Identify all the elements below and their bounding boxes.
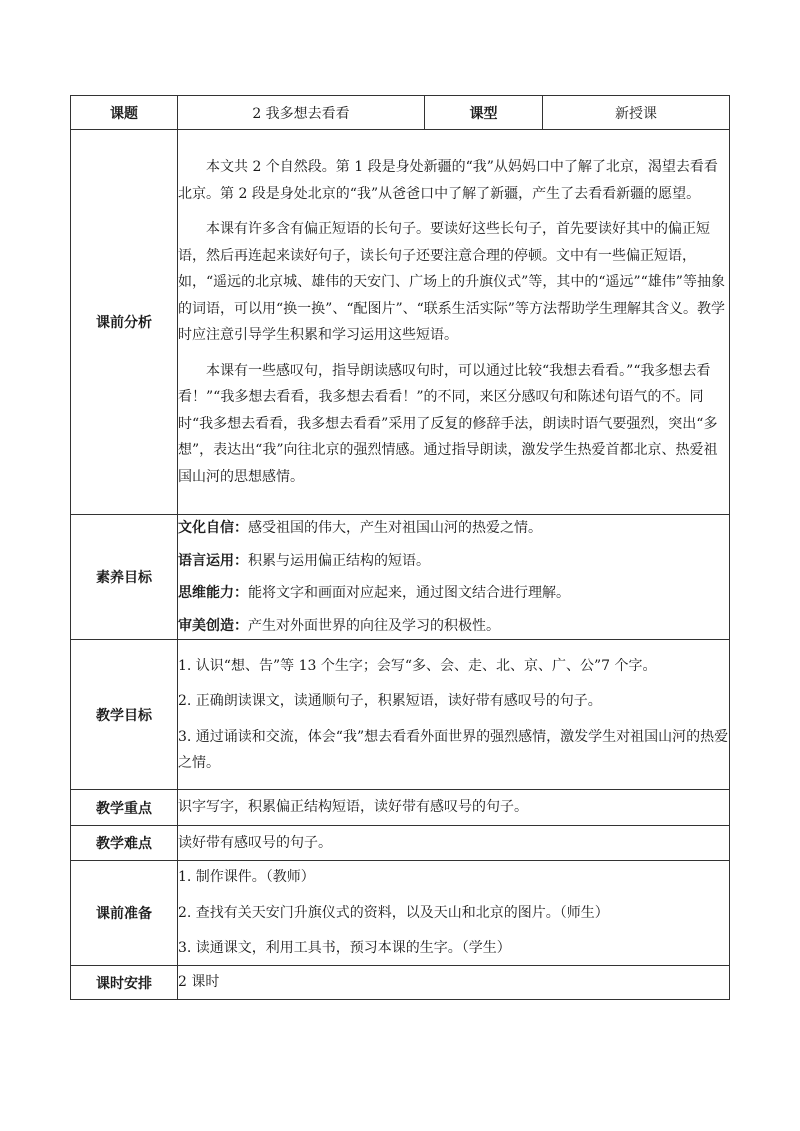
schedule-label: 课时安排 [71, 966, 178, 1000]
schedule-text: 2 课时 [178, 966, 730, 1000]
literacy-item-culture: 文化自信：感受祖国的伟大，产生对祖国山河的热爱之情。 [178, 520, 542, 536]
preparation-item-3: 3. 读通课文，利用工具书，预习本课的生字。（学生） [178, 940, 511, 957]
preparation-label: 课前准备 [71, 861, 178, 966]
topic-label: 课题 [71, 96, 178, 130]
header-row [71, 96, 730, 130]
literacy-row [71, 515, 730, 640]
teaching-goals-content [178, 640, 730, 790]
preparation-row [71, 861, 730, 966]
lesson-plan-table [70, 95, 730, 1000]
preparation-content [178, 861, 730, 966]
analysis-row [71, 130, 730, 515]
type-value: 新授课 [543, 96, 730, 130]
teaching-goal-1: 1. 认识“想、告”等 13 个生字；会写“多、会、走、北、京、广、公”7 个字。 [178, 657, 657, 674]
key-point-row [71, 790, 730, 826]
schedule-row [71, 966, 730, 1000]
analysis-label: 课前分析 [71, 130, 178, 515]
literacy-item-thinking: 思维能力：能将文字和画面对应起来，通过图文结合进行理解。 [178, 585, 570, 601]
difficulty-row [71, 826, 730, 861]
literacy-item-aesthetic: 审美创造：产生对外面世界的向往及学习的积极性。 [178, 617, 500, 634]
difficulty-text: 读好带有感叹号的句子。 [178, 826, 730, 861]
literacy-content [178, 515, 730, 640]
literacy-item-language: 语言运用：积累与运用偏正结构的短语。 [178, 552, 430, 569]
analysis-paragraph-1: 本文共 2 个自然段。第 1 段是身处新疆的“我”从妈妈口中了解了北京，渴望去看看北京。第 2 段是身处北京的“我”从爸爸口中了解了新疆，产生了去看看新疆的愿望。 [178, 159, 718, 202]
key-point-text: 识字写字，积累偏正结构短语，读好带有感叹号的句子。 [178, 790, 730, 826]
key-point-label: 教学重点 [71, 790, 178, 826]
teaching-goals-label: 教学目标 [71, 640, 178, 790]
literacy-label: 素养目标 [71, 515, 178, 640]
analysis-paragraph-2: 本课有许多含有偏正短语的长句子。要读好这些长句子，首先要读好其中的偏正短语，然后再连起来读好句子，读长句子还要注意合理的停顿。文中有一些偏正短语，如，“遥远的北京城、雄伟的天安门、广场上的升旗仪式”等，其中的“遥远”“雄伟”等抽象的词语，可以用“换一换”、“配图片”、“联系生活实际”等方法帮助学生理解其含义。教学时应注意引导学生积累和学习运用这些短语。 [178, 221, 725, 343]
type-label: 课型 [425, 96, 543, 130]
preparation-item-1: 1. 制作课件。（教师） [178, 869, 315, 886]
difficulty-label: 教学难点 [71, 826, 178, 861]
topic-value: 2 我多想去看看 [178, 96, 425, 130]
analysis-paragraph-3: 本课有一些感叹句，指导朗读感叹句时，可以通过比较“我想去看看。”“我多想去看看！”“我多想去看看，我多想去看看！”的不同，来区分感叹句和陈述句语气的不。同时“我多想去看看，我多想去看看”采用了反复的修辞手法，朗读时语气要强烈，突出“多想”，表达出“我”向往北京的强烈情感。通过指导朗读，激发学生热爱首都北京、热爱祖国山河的思想感情。 [178, 362, 718, 485]
preparation-item-2: 2. 查找有关天安门升旗仪式的资料，以及天山和北京的图片。（师生） [178, 904, 609, 921]
teaching-goal-2: 2. 正确朗读课文，读通顺句子，积累短语，读好带有感叹号的句子。 [178, 693, 602, 709]
analysis-content [178, 130, 730, 515]
teaching-goals-row [71, 640, 730, 790]
teaching-goal-3: 3. 通过诵读和交流，体会“我”想去看看外面世界的强烈感情，激发学生对祖国山河的热爱之情。 [178, 728, 729, 771]
